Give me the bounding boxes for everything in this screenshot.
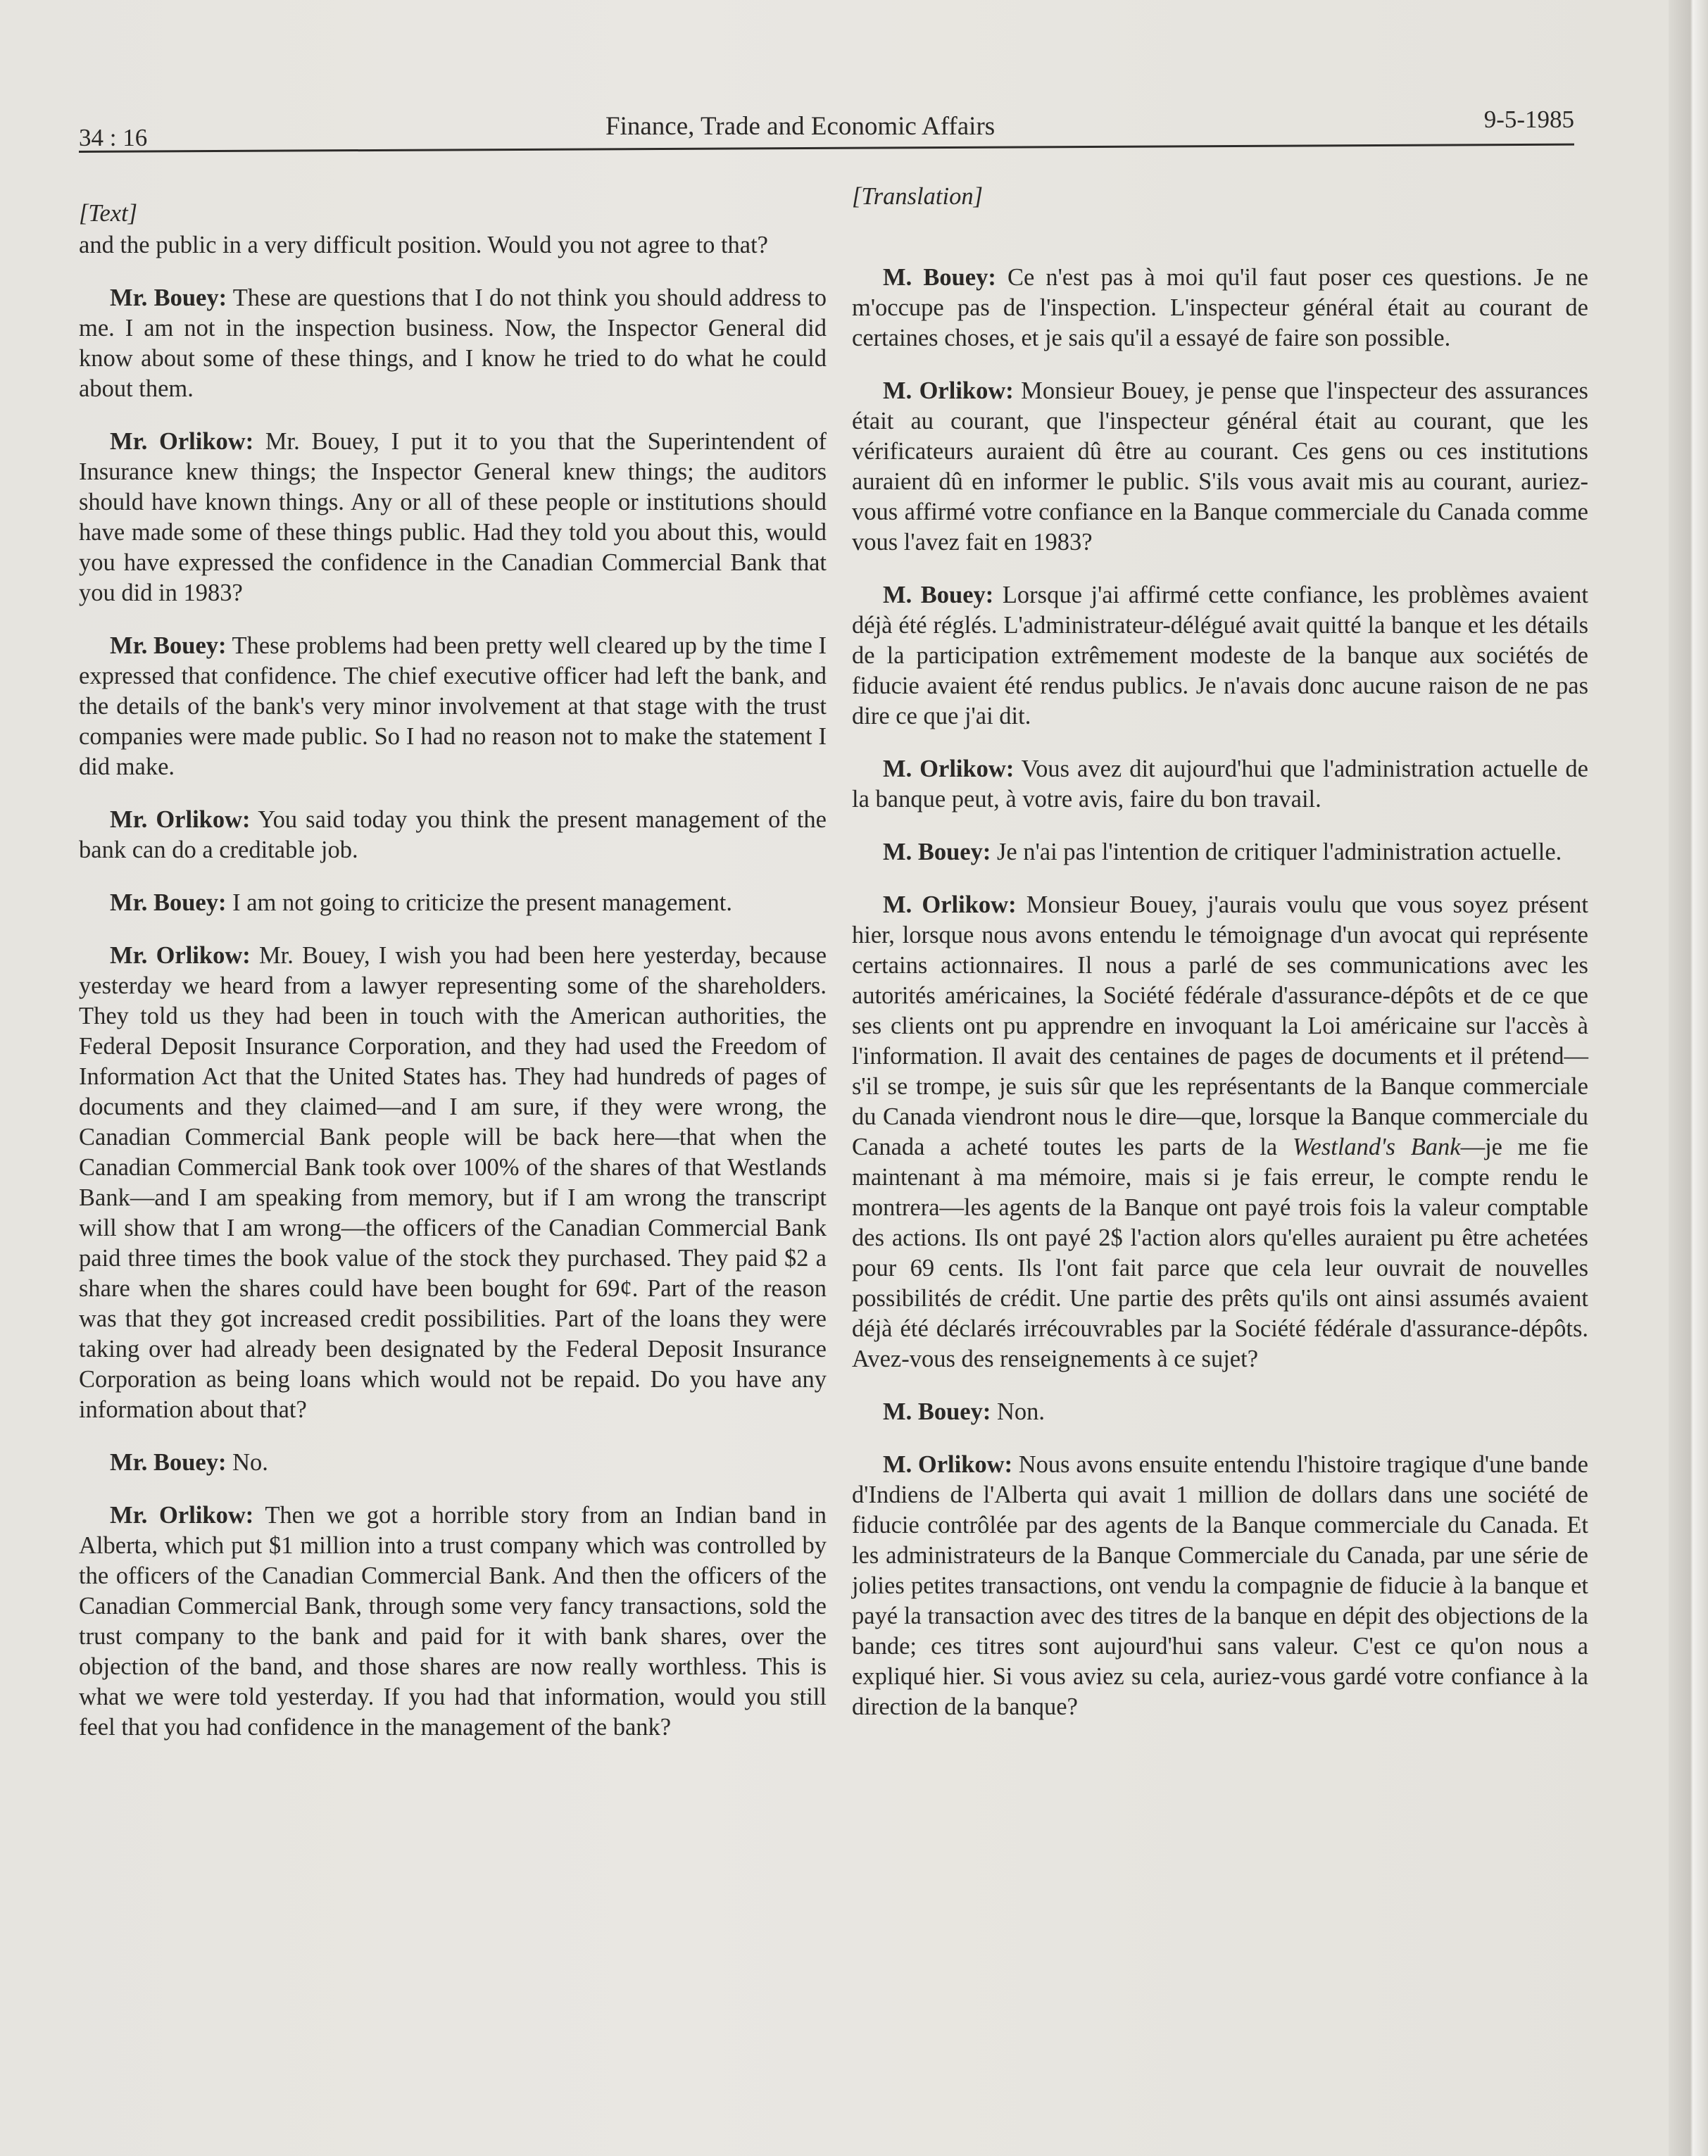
paragraph-en-8 — [79, 1500, 827, 1743]
french-column — [852, 182, 1588, 1745]
speech-text: Mr. Bouey, I put it to you that the Superintendent of Insurance knew things; the Inspector General knew things; the auditors should have known things. Any or all of these people or institutions should have made some of these things public. Had they told you about this, would you have expressed the confidence in the Canadian Commercial Bank that you did in 1983? — [79, 428, 827, 606]
speech-text: Lorsque j'ai affirmé cette confiance, les problèmes avaient déjà été réglés. L'administrateur-délégué avait quitté la banque et les détails de la participation extrêmement modeste de la banque aux sociétés de fiducie avaient été rendus publics. Je n'avais donc aucune raison de ne pas dire ce que j'ai dit. — [852, 582, 1588, 729]
speaker-name: M. Orlikow: — [883, 377, 1014, 404]
speech-text: Then we got a horrible story from an Indian band in Alberta, which put $1 million into a trust company which was controlled by the officers of the Canadian Commercial Bank. And then the officers of the Canadian Commercial Bank, through some very fancy transactions, sold the trust company to the bank and paid for it with bank shares, over the objection of the band, and those shares are now really worthless. This is what we were told yesterday. If you had that information, would you still feel that you had confidence in the management of the bank? — [79, 1502, 827, 1741]
paragraph-fr-3 — [852, 580, 1588, 732]
paragraph-fr-7 — [852, 1397, 1588, 1427]
sitting-date: 9-5-1985 — [1483, 106, 1574, 133]
paragraph-fr-4 — [852, 754, 1588, 815]
paragraph-en-2 — [79, 427, 827, 608]
speaker-name: Mr. Orlikow: — [110, 942, 251, 969]
bank-name-italic: Westland's Bank — [1292, 1134, 1461, 1160]
speech-text: These are questions that I do not think you should address to me. I am not in the inspection business. Now, the Inspector General did know about some of these things, and I know he tried to do what he could about them. — [79, 284, 827, 402]
speech-text: Monsieur Bouey, je pense que l'inspecteur des assurances était au courant, que l'inspecteur général était au courant, que les vérificateurs auraient dû être au courant. Ces gens ou ces institutions auraient dû en informer le public. S'ils vous avait mis au courant, auriez-vous affirmé votre confiance en la Banque commerciale du Canada comme vous l'avez fait en 1983? — [852, 377, 1588, 556]
paragraph-en-1 — [79, 283, 827, 404]
speaker-name: Mr. Orlikow: — [110, 428, 254, 455]
speech-text: Monsieur Bouey, j'aurais voulu que vous soyez présent hier, lorsque nous avons entendu le témoignage d'un avocat qui représente certains actionnaires. Il nous a parlé de ses communications avec les autorités américaines, la Société fédérale d'assurance-dépôts et de ce que ses clients ont pu apprendre en invoquant la Loi américaine sur l'accès à l'information. Il avait des centaines de pages de documents et il prétend—s'il se trompe, je suis sûr que les représentants de la Banque commerciale du Canada viendront nous le dire—que, lorsque la Banque commerciale du Canada a acheté toutes les parts de la — [852, 891, 1588, 1160]
speaker-name: Mr. Bouey: — [110, 284, 227, 311]
speaker-name: M. Bouey: — [883, 839, 991, 865]
paragraph-en-7 — [79, 1448, 827, 1478]
paragraph-fr-6 — [852, 890, 1588, 1374]
speech-text: I am not going to criticize the present management. — [226, 889, 732, 916]
paragraph-fr-1 — [852, 263, 1588, 353]
english-column — [79, 199, 827, 1765]
text-tag: [Text] — [79, 200, 138, 227]
speech-text: Mr. Bouey, I wish you had been here yesterday, because yesterday we heard from a lawyer representing some of the shareholders. They told us they had been in touch with the American authorities, the Federal Deposit Insurance Corporation, and they had used the Freedom of Information Act that the United States has. They had hundreds of pages of documents and they claimed—and I am sure, if they were wrong, the Canadian Commercial Bank people will be back here—that when the Canadian Commercial Bank took over 100% of the shares of that Westlands Bank—and I am speaking from memory, but if I am wrong the transcript will show that I am wrong—the officers of the Canadian Commercial Bank paid three times the book value of the stock they purchased. They paid $2 a share when the shares could have been bought for 69¢. Part of the reason was that they got increased credit possibilities. Part of the loans they were taking over had already been designated by the Federal Deposit Insurance Corporation as being loans which would not be repaid. Do you have any information about that? — [79, 942, 827, 1423]
speech-text: No. — [226, 1449, 268, 1476]
speaker-name: Mr. Bouey: — [110, 1449, 227, 1476]
paragraph-en-5 — [79, 888, 827, 918]
speaker-name: Mr. Orlikow: — [110, 1502, 254, 1529]
page-edge — [1669, 0, 1708, 2156]
speaker-name: M. Bouey: — [883, 1398, 991, 1425]
speaker-name: Mr. Orlikow: — [110, 806, 251, 833]
speech-text: Ce n'est pas à moi qu'il faut poser ces questions. Je ne m'occupe pas de l'inspection. L'inspecteur général était au courant de certaines choses, et je sais qu'il a essayé de faire son possible. — [852, 264, 1588, 351]
speaker-name: M. Orlikow: — [883, 891, 1017, 918]
page-number: 34 : 16 — [79, 124, 148, 151]
speech-text: Vous avez dit aujourd'hui que l'administration actuelle de la banque peut, à votre avis, faire du bon travail. — [852, 756, 1588, 813]
speech-text: These problems had been pretty well cleared up by the time I expressed that confidence. The chief executive officer had left the bank, and the details of the bank's very minor involvement at that stage with the trust companies were made public. So I had no reason not to make the statement I did make. — [79, 632, 827, 780]
speech-text-after: —je me fie maintenant à ma mémoire, mais si je fais erreur, le compte rendu le montrera—les agents de la Banque ont payé trois fois la valeur comptable des actions. Ils ont payé 2$ l'action alors qu'elles auraient pu être achetées pour 69 cents. Ils l'ont fait parce que cela leur ouvrait de nouvelles possibilités de crédit. Une partie des prêts qu'ils ont ainsi assumés avaient déjà été déclarés irrécouvrables par la Société fédérale d'assurance-dépôts. Avez-vous des renseignements à ce sujet? — [852, 1134, 1588, 1372]
publication-title: Finance, Trade and Economic Affairs — [605, 112, 996, 141]
speaker-name: M. Orlikow: — [883, 756, 1015, 782]
speech-text: Je n'ai pas l'intention de critiquer l'administration actuelle. — [991, 839, 1562, 865]
speaker-name: M. Orlikow: — [883, 1451, 1013, 1478]
speaker-name: Mr. Bouey: — [110, 632, 227, 659]
speaker-name: M. Bouey: — [883, 582, 994, 608]
paragraph-en-6 — [79, 941, 827, 1425]
paragraph-en-3 — [79, 631, 827, 782]
paragraph-fr-2 — [852, 376, 1588, 558]
speech-text: Non. — [991, 1398, 1045, 1425]
paragraph-fr-5 — [852, 837, 1588, 867]
speech-text: You said today you think the present management of the bank can do a creditable job. — [79, 806, 827, 863]
continuation-paragraph: and the public in a very difficult position. Would you not agree to that? — [79, 232, 768, 258]
speaker-name: Mr. Bouey: — [110, 889, 227, 916]
speech-text: Nous avons ensuite entendu l'histoire tragique d'une bande d'Indiens de l'Alberta qui avait 1 million de dollars dans une société de fiducie contrôlée par des agents de la Banque commerciale du Canada. Et les administrateurs de la Banque Commerciale du Canada, par une série de jolies petites transactions, ont vendu la compagnie de fiducie à la banque et payé la transaction avec des titres de la banque en dépit des objections de la bande; ces titres sont aujourd'hui sans valeur. C'est ce qu'on nous a expliqué hier. Si vous aviez su cela, auriez-vous gardé votre confiance à la direction de la banque? — [852, 1451, 1588, 1720]
translation-tag: [Translation] — [852, 183, 983, 210]
paragraph-en-4 — [79, 805, 827, 865]
paragraph-fr-8 — [852, 1450, 1588, 1722]
speaker-name: M. Bouey: — [883, 264, 996, 291]
